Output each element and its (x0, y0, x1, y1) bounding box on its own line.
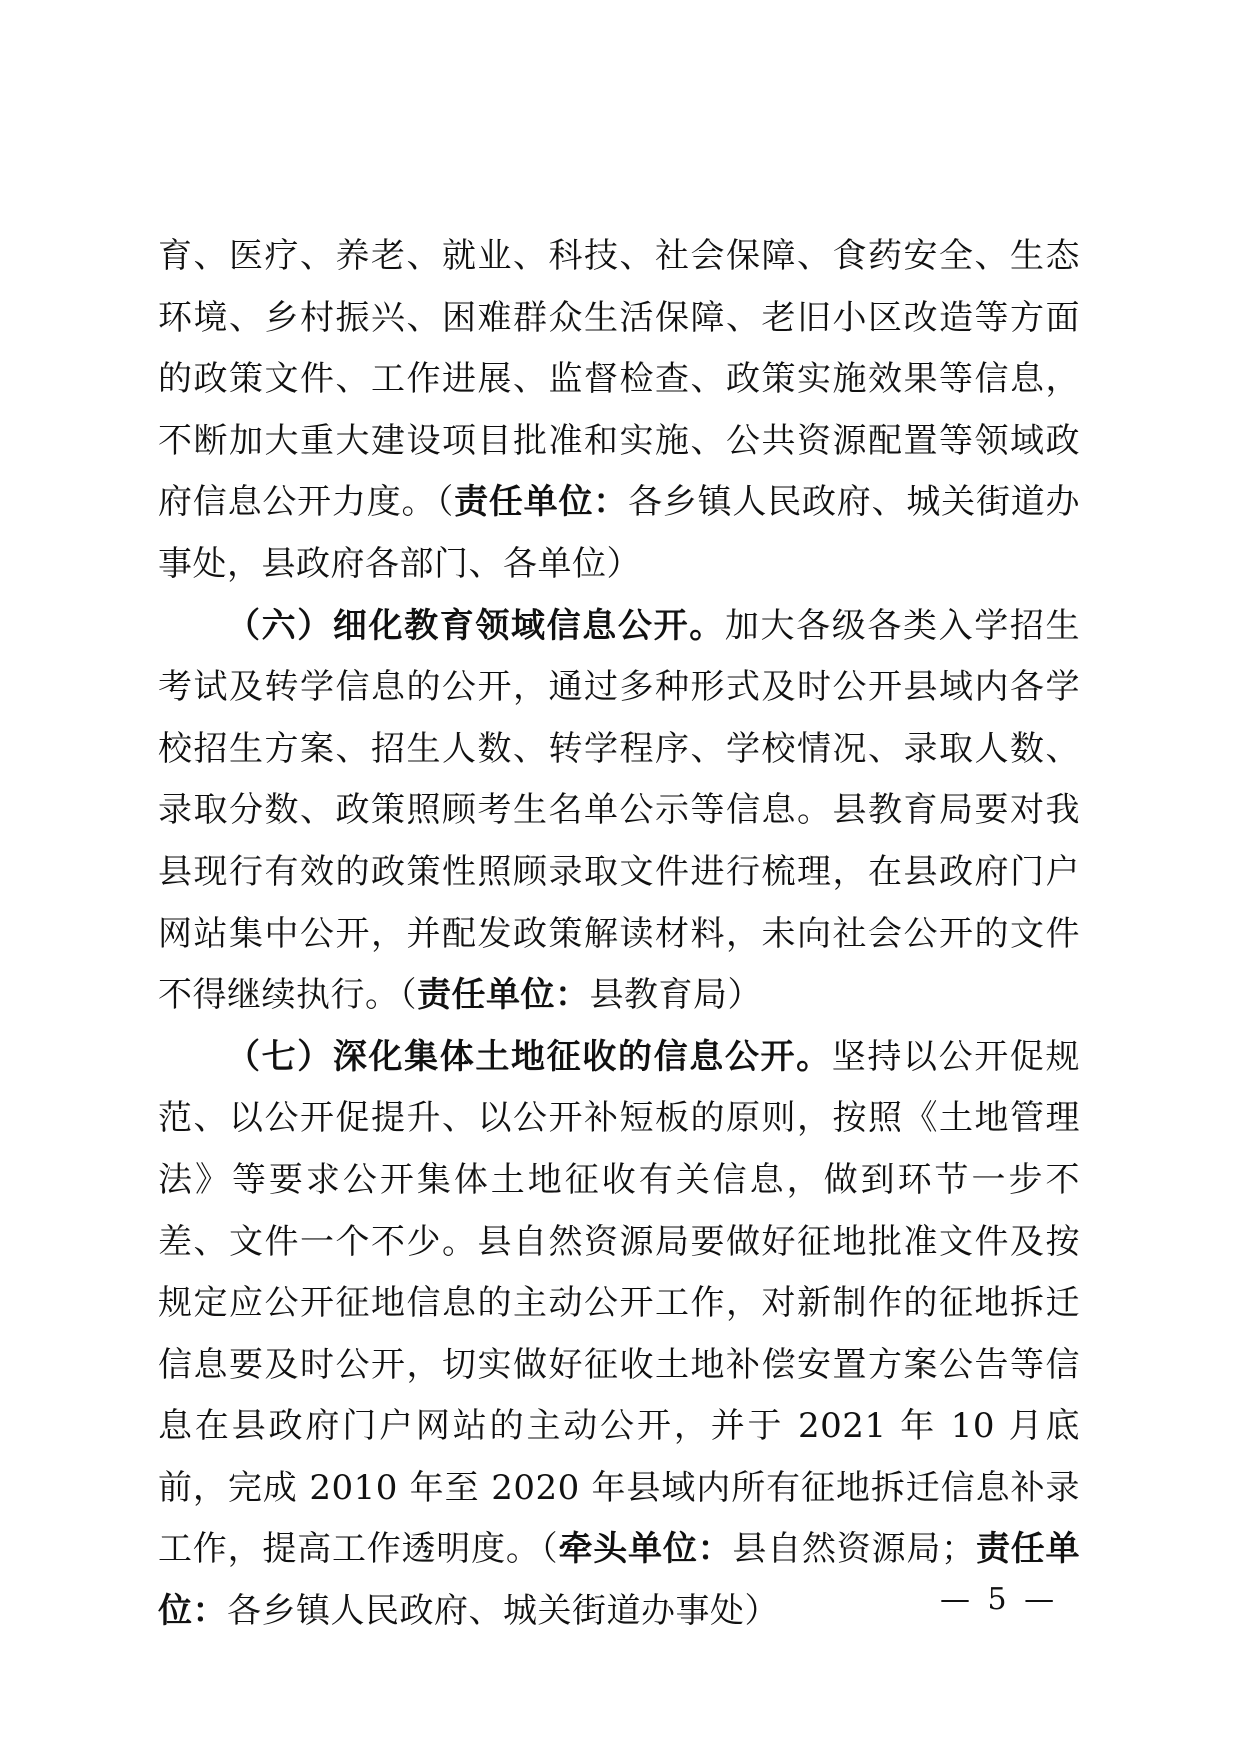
page-number: — 5 — (940, 1582, 1059, 1617)
responsible-unit-label: 责任单位： (454, 482, 629, 523)
section-heading-six: （六）细化教育领域信息公开。 (226, 605, 725, 646)
paragraph-education (158, 596, 1080, 1027)
paragraph-text: 各乡镇人民政府、城关街道办事处） (227, 1591, 779, 1632)
paragraph-text: 坚持以公开促规范、以公开促提升、以公开补短板的原则，按照《土地管理法》等要求公开集体土地征收有关信息，做到环节一步不差、文件一个不少。县自然资源局要做好征地批准文件及按规定应公开征地信息的主动公开工作，对新制作的征地拆迁信息要及时公开，切实做好征收土地补偿安置方案公告等信息在县政府门户网站的主动公开，并于 2021 年 10 月底前，完成 2010 年至 2020 年县域内所有征地拆迁信息补录工作，提高工作透明度。（ (158, 1036, 1081, 1570)
responsible-unit-label: 责任单位： (417, 975, 590, 1016)
paragraph-text: 县教育局） (589, 975, 762, 1016)
section-heading-seven: （七）深化集体土地征收的信息公开。 (226, 1036, 832, 1077)
paragraph-text: 育、医疗、养老、就业、科技、社会保障、食药安全、生态环境、乡村振兴、困难群众生活保障、老旧小区改造等方面的政策文件、工作进展、监督检查、政策实施效果等信息，不断加大重大建设项目批准和实施、公共资源配置等领域政府信息公开力度。（ (158, 236, 1080, 523)
document-body (158, 226, 1080, 1643)
paragraph-land (158, 1027, 1080, 1643)
paragraph-text: 县自然资源局； (732, 1529, 976, 1570)
responsible-unit-label: 责任单位： (158, 1529, 1081, 1632)
lead-unit-label: 牵头单位： (558, 1529, 733, 1570)
paragraph-text: 各乡镇人民政府、城关街道办事处，县政府各部门、各单位） (158, 482, 1081, 584)
paragraph-continued (158, 226, 1080, 596)
paragraph-text: 加大各级各类入学招生考试及转学信息的公开，通过多种形式及时公开县域内各学校招生方案、招生人数、转学程序、学校情况、录取人数、录取分数、政策照顾考生名单公示等信息。县教育局要对我县现行有效的政策性照顾录取文件进行梳理，在县政府门户网站集中公开，并配发政策解读材料，未向社会公开的文件不得继续执行。（ (158, 605, 1081, 1016)
